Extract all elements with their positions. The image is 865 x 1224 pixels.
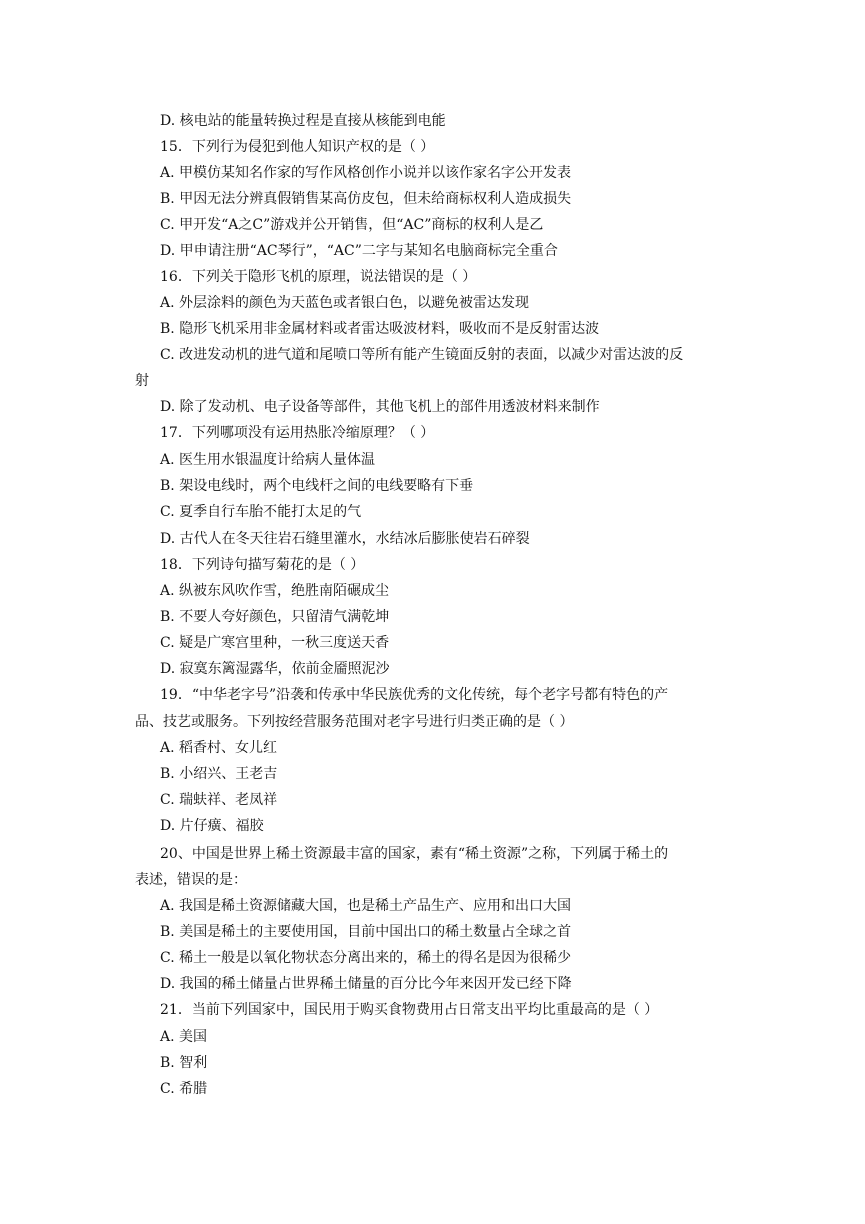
- q17-option-d: D. 古代人在冬天往岩石缝里灌水，水结冰后膨胀使岩石碎裂: [160, 531, 530, 547]
- q19-option-d: D. 片仔癀、福胶: [160, 818, 264, 834]
- q19-option-c: C. 瑞蚨祥、老凤祥: [160, 792, 278, 808]
- question-16: 16．下列关于隐形飞机的原理，说法错误的是（ ）: [160, 269, 477, 285]
- q17-option-a: A. 医生用水银温度计给病人量体温: [160, 452, 376, 468]
- q15-option-a: A. 甲模仿某知名作家的写作风格创作小说并以该作家名字公开发表: [160, 165, 572, 181]
- question-18: 18．下列诗句描写菊花的是（ ）: [160, 557, 365, 573]
- q18-option-d: D. 寂寞东篱湿露华，依前金靥照泥沙: [160, 661, 390, 677]
- q16-option-c-continued: 射: [135, 373, 149, 389]
- q21-option-b: B. 智利: [160, 1055, 208, 1071]
- q15-option-b: B. 甲因无法分辨真假销售某高仿皮包，但未给商标权利人造成损失: [160, 191, 572, 207]
- q20-option-c: C. 稀土一般是以氧化物状态分离出来的，稀土的得名是因为很稀少: [160, 950, 572, 966]
- q18-option-a: A. 纵被东风吹作雪，绝胜南陌碾成尘: [160, 583, 390, 599]
- q16-option-b: B. 隐形飞机采用非金属材料或者雷达吸波材料，吸收而不是反射雷达波: [160, 321, 600, 337]
- q19-option-b: B. 小绍兴、王老吉: [160, 766, 278, 782]
- q17-option-c: C. 夏季自行车胎不能打太足的气: [160, 504, 362, 520]
- q20-option-b: B. 美国是稀土的主要使用国，目前中国出口的稀土数量占全球之首: [160, 924, 572, 940]
- question-19-continued: 品、技艺或服务。下列按经营服务范围对老字号进行归类正确的是（ ）: [135, 714, 574, 730]
- q15-option-c: C. 甲开发“A之C”游戏并公开销售，但“AC”商标的权利人是乙: [160, 217, 544, 233]
- q19-option-a: A. 稻香村、女儿红: [160, 740, 278, 756]
- q16-option-c: C. 改进发动机的进气道和尾喷口等所有能产生镜面反射的表面，以减少对雷达波的反: [160, 347, 684, 363]
- q14-option-d: D. 核电站的能量转换过程是直接从核能到电能: [160, 113, 446, 129]
- question-21: 21．当前下列国家中，国民用于购买食物费用占日常支出平均比重最高的是（ ）: [160, 1002, 659, 1018]
- question-20: 20、中国是世界上稀土资源最丰富的国家，素有“稀土资源”之称，下列属于稀土的: [160, 846, 669, 862]
- q20-option-d: D. 我国的稀土储量占世界稀土储量的百分比今年来因开发已经下降: [160, 976, 572, 992]
- question-15: 15．下列行为侵犯到他人知识产权的是（ ）: [160, 139, 435, 155]
- q16-option-a: A. 外层涂料的颜色为天蓝色或者银白色，以避免被雷达发现: [160, 295, 530, 311]
- question-19: 19．“中华老字号”沿袭和传承中华民族优秀的文化传统，每个老字号都有特色的产: [160, 687, 669, 703]
- q20-option-a: A. 我国是稀土资源储藏大国，也是稀土产品生产、应用和出口大国: [160, 898, 572, 914]
- q16-option-d: D. 除了发动机、电子设备等部件，其他飞机上的部件用透波材料来制作: [160, 399, 600, 415]
- question-17: 17．下列哪项没有运用热胀冷缩原理？（ ）: [160, 425, 435, 441]
- q21-option-c: C. 希腊: [160, 1081, 208, 1097]
- question-20-continued: 表述，错误的是：: [135, 872, 247, 888]
- q15-option-d: D. 甲申请注册“AC琴行”，“AC”二字与某知名电脑商标完全重合: [160, 243, 558, 259]
- q21-option-a: A. 美国: [160, 1029, 208, 1045]
- q18-option-c: C. 疑是广寒宫里种，一秋三度送天香: [160, 635, 390, 651]
- q17-option-b: B. 架设电线时，两个电线杆之间的电线要略有下垂: [160, 478, 474, 494]
- q18-option-b: B. 不要人夸好颜色，只留清气满乾坤: [160, 609, 390, 625]
